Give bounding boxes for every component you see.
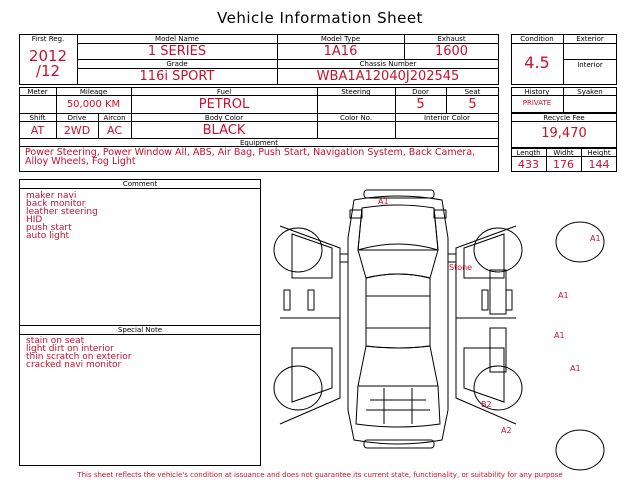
color-no-label: Color No. (339, 114, 373, 122)
exterior-label: Exterior (576, 35, 604, 43)
height-value: 144 (588, 158, 610, 171)
condition-label: Condition (520, 35, 554, 43)
damage-mark: Stone (449, 263, 473, 272)
fuel-label: Fuel (216, 88, 232, 96)
history-value: PRIVATE (522, 99, 552, 107)
first-reg-label: First Reg. (31, 35, 65, 43)
damage-mark: B2 (481, 400, 492, 409)
mileage-label: Mileage (79, 88, 108, 96)
exhaust-label: Exhaust (437, 35, 466, 43)
seat-value: 5 (468, 97, 477, 112)
chassis-value: WBA1A12040J202545 (316, 69, 460, 84)
damage-mark: A2 (501, 426, 512, 435)
list-item: push start (26, 223, 72, 233)
history-label: History (524, 88, 550, 96)
equipment-value: Power Steering, Power Window All, ABS, Air Bag, Push Start, Navigation System, Back Camera, Alloy Wheels, Fog Light (25, 147, 476, 167)
length-value: 433 (518, 158, 539, 171)
damage-mark: A1 (378, 197, 389, 206)
length-label: Length (516, 149, 541, 157)
drive-label: Drive (67, 114, 87, 122)
model-name-value: 1 SERIES (147, 44, 207, 59)
special-note-label: Special Note (117, 326, 163, 334)
mileage-value: 50,000 KM (66, 99, 121, 110)
condition-value: 4.5 (524, 53, 550, 72)
damage-mark: A1 (570, 364, 581, 373)
aircon-label: Aircon (103, 114, 126, 122)
seat-label: Seat (464, 88, 481, 96)
car-damage-diagram (262, 178, 634, 472)
grade-value: 116i SPORT (139, 69, 215, 84)
model-name-label: Model Name (155, 35, 199, 43)
first-reg-year: 2012 (28, 47, 68, 65)
comment-label: Comment (122, 180, 158, 188)
body-color-label: Body Color (204, 114, 244, 122)
special-note-list (26, 337, 256, 369)
recycle-fee-value: 19,470 (541, 126, 587, 141)
list-item: HID (26, 215, 43, 225)
equipment-label: Equipment (240, 139, 278, 147)
interior-color-label: Interior Color (423, 114, 471, 122)
list-item: cracked navi monitor (26, 360, 122, 370)
list-item: auto light (26, 231, 70, 241)
aircon-value: AC (106, 124, 122, 137)
list-item: stain on seat (26, 336, 85, 346)
body-color-value: BLACK (202, 123, 246, 138)
shift-value: AT (30, 124, 45, 137)
steering-label: Steering (341, 88, 371, 96)
list-item: back monitor (26, 199, 86, 209)
damage-mark: A1 (590, 234, 601, 243)
drive-value: 2WD (63, 124, 91, 137)
exhaust-value: 1600 (434, 44, 469, 59)
fuel-value: PETROL (198, 97, 250, 112)
height-label: Height (587, 149, 611, 157)
width-value: 176 (553, 158, 574, 171)
damage-mark: A1 (554, 331, 565, 340)
comment-list (26, 192, 256, 240)
list-item: leather steering (26, 207, 98, 217)
meter-label: Meter (27, 88, 48, 96)
list-item: maker navi (26, 191, 77, 201)
door-value: 5 (416, 97, 425, 112)
model-type-label: Model Type (320, 35, 361, 43)
first-reg-month: /12 (35, 62, 61, 80)
chassis-label: Chassis Number (359, 60, 417, 68)
page-title: Vehicle Information Sheet (217, 9, 423, 27)
model-type-value: 1A16 (323, 44, 358, 59)
footer-disclaimer: This sheet reflects the vehicle's condition at issuance and does not guarantee its current state, functionality, or suitability for any purpose (77, 471, 563, 479)
damage-mark: A1 (558, 291, 569, 300)
syaken-label: Syaken (577, 88, 603, 96)
recycle-fee-label: Recycle Fee (543, 114, 585, 122)
width-label: Widht (553, 149, 574, 157)
door-label: Door (412, 88, 429, 96)
shift-label: Shift (29, 114, 46, 122)
interior-label: Interior (577, 61, 603, 69)
list-item: light dirt on interior (26, 344, 114, 354)
grade-label: Grade (166, 60, 188, 68)
list-item: thin scratch on exterior (26, 352, 132, 362)
